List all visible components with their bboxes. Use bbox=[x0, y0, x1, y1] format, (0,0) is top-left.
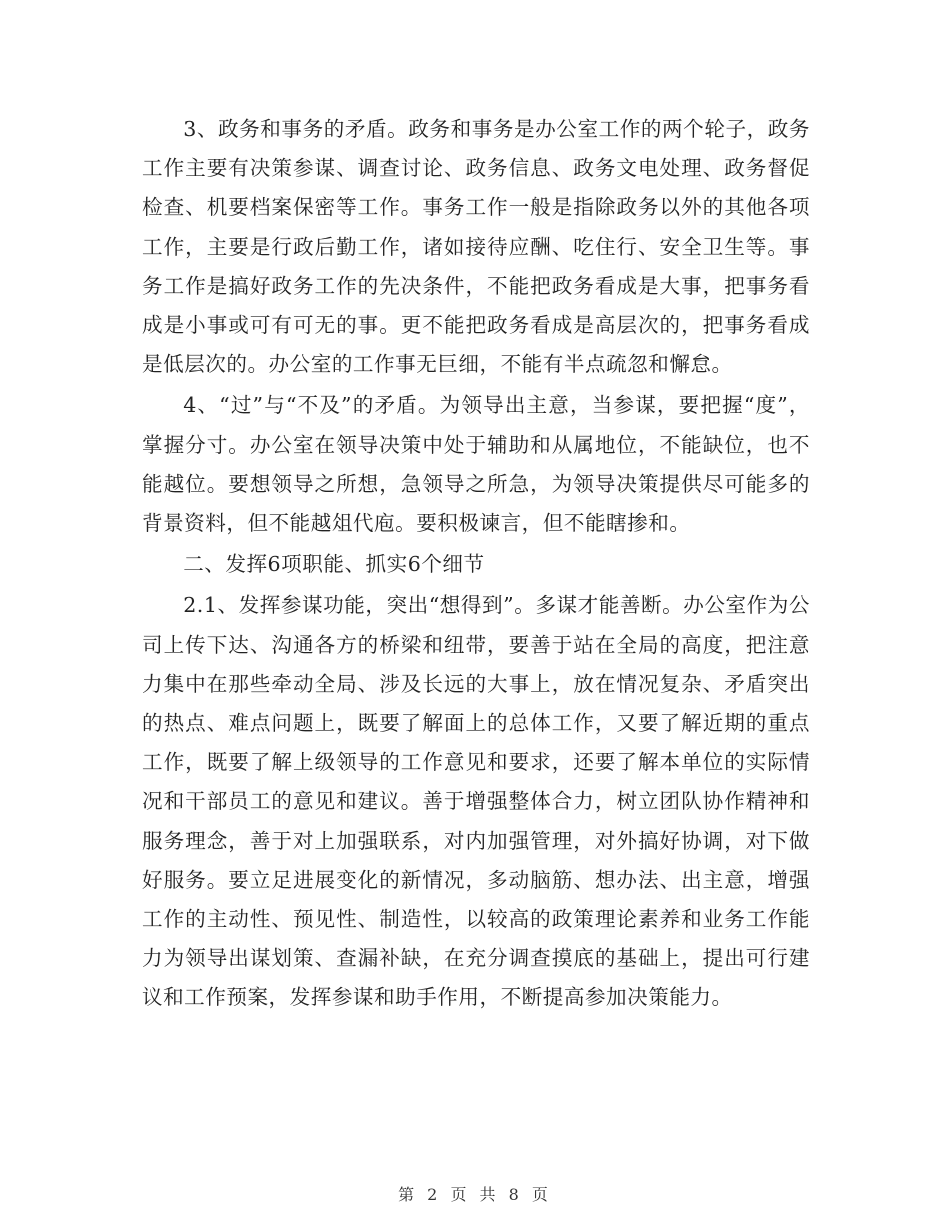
paragraph-contradiction-4: 4、“过”与“不及”的矛盾。为领导出主意，当参谋，要把握“度”，掌握分寸。办公室在领导决策中处于辅助和从属地位，不能缺位，也不能越位。要想领导之所想，急领导之所急，为领导决策提供尽可能多的背景资料，但不能越俎代庖。要积极谏言，但不能瞎掺和。 bbox=[142, 393, 810, 536]
section-heading: 二、发挥6项职能、抓实6个细节 bbox=[183, 552, 485, 577]
document-body bbox=[142, 110, 810, 1018]
page-number-footer: 第 2 页 共 8 页 bbox=[398, 1185, 552, 1204]
paragraph-contradiction-3: 3、政务和事务的矛盾。政务和事务是办公室工作的两个轮子，政务工作主要有决策参谋、调查讨论、政务信息、政务文电处理、政务督促检查、机要档案保密等工作。事务工作一般是指除政务以外的其他各项工作，主要是行政后勤工作，诸如接待应酬、吃住行、安全卫生等。事务工作是搞好政务工作的先决条件，不能把政务看成是大事，把事务看成是小事或可有可无的事。更不能把政务看成是高层次的，把事务看成是低层次的。办公室的工作事无巨细，不能有半点疏忽和懈怠。 bbox=[142, 117, 810, 377]
paragraph-section-2-1: 2.1、发挥参谋功能，突出“想得到”。多谋才能善断。办公室作为公司上传下达、沟通各方的桥梁和纽带，要善于站在全局的高度，把注意力集中在那些牵动全局、涉及长远的大事上，放在情况复杂、矛盾突出的热点、难点问题上，既要了解面上的总体工作，又要了解近期的重点工作，既要了解上级领导的工作意见和要求，还要了解本单位的实际情况和干部员工的意见和建议。善于增强整体合力，树立团队协作精神和服务理念，善于对上加强联系，对内加强管理，对外搞好协调，对下做好服务。要立足进展变化的新情况，多动脑筋、想办法、出主意，增强工作的主动性、预见性、制造性，以较高的政策理论素养和业务工作能力为领导出谋划策、查漏补缺，在充分调查摸底的基础上，提出可行建议和工作预案，发挥参谋和助手作用，不断提高参加决策能力。 bbox=[142, 593, 810, 1010]
